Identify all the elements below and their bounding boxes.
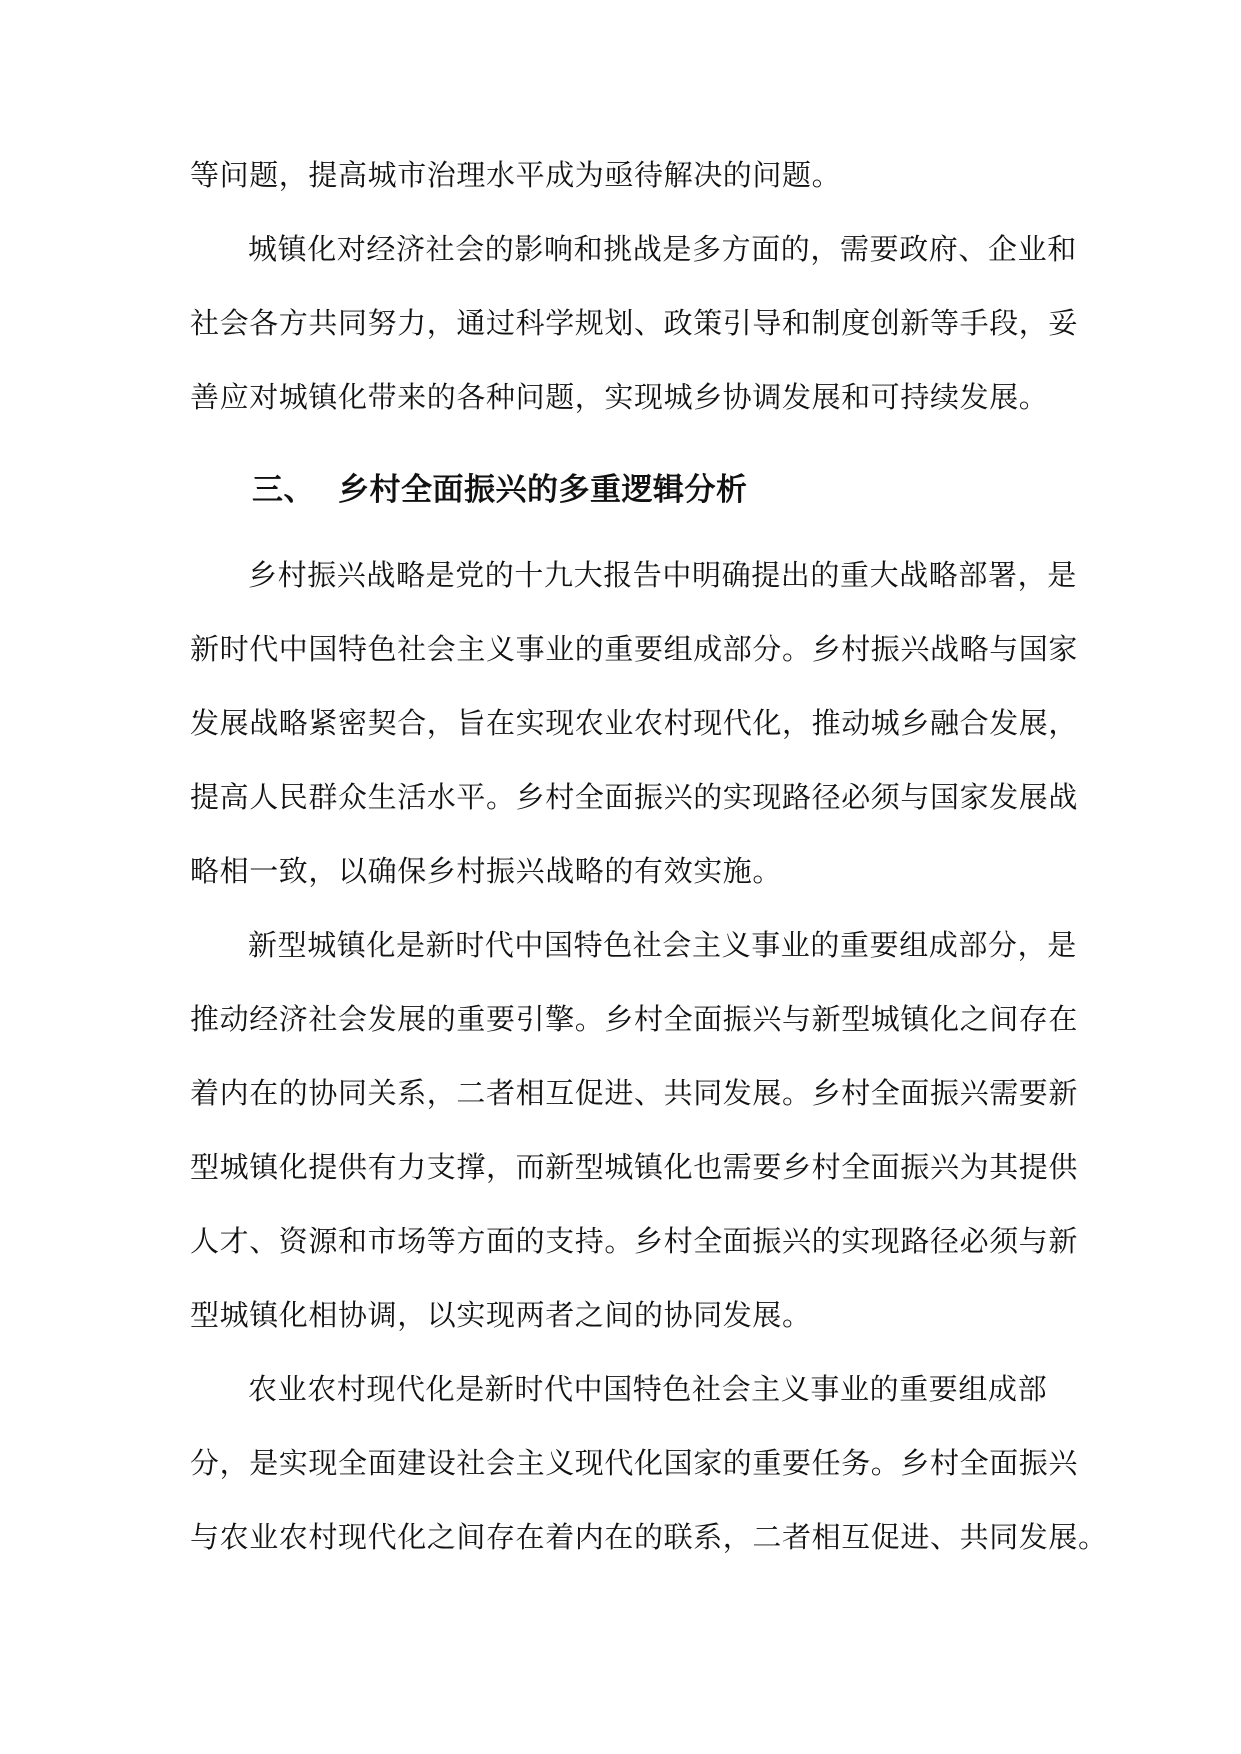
text-line: 乡村振兴战略是党的十九大报告中明确提出的重大战略部署，是 <box>248 558 1077 592</box>
text-line: 新型城镇化是新时代中国特色社会主义事业的重要组成部分，是 <box>248 928 1077 962</box>
text-line: 略相一致，以确保乡村振兴战略的有效实施。 <box>190 854 783 888</box>
text-line: 等问题，提高城市治理水平成为亟待解决的问题。 <box>190 158 842 192</box>
text-line: 推动经济社会发展的重要引擎。乡村全面振兴与新型城镇化之间存在 <box>190 1002 1079 1036</box>
text-line: 与农业农村现代化之间存在着内在的联系，二者相互促进、共同发展。 <box>190 1520 1108 1554</box>
text-line: 人才、资源和市场等方面的支持。乡村全面振兴的实现路径必须与新 <box>190 1224 1079 1258</box>
paragraph-new-urbanization <box>190 908 1079 1352</box>
text-line: 提高人民群众生活水平。乡村全面振兴的实现路径必须与国家发展战 <box>190 780 1079 814</box>
text-line: 型城镇化提供有力支撑，而新型城镇化也需要乡村全面振兴为其提供 <box>190 1150 1079 1184</box>
text-line: 型城镇化相协调，以实现两者之间的协同发展。 <box>190 1298 812 1332</box>
paragraph-continuation <box>190 138 1060 212</box>
paragraph-agricultural-modernization <box>190 1352 1108 1574</box>
paragraph-urbanization-challenges <box>190 212 1079 434</box>
text-line: 城镇化对经济社会的影响和挑战是多方面的，需要政府、企业和 <box>248 232 1077 266</box>
section-number: 三、 <box>252 472 315 508</box>
text-line: 社会各方共同努力，通过科学规划、政策引导和制度创新等手段，妥 <box>190 306 1079 340</box>
section-title: 乡村全面振兴的多重逻辑分析 <box>338 472 748 508</box>
text-line: 新时代中国特色社会主义事业的重要组成部分。乡村振兴战略与国家 <box>190 632 1079 666</box>
document-body <box>190 138 1108 1574</box>
paragraph-rural-revitalization-strategy <box>190 538 1079 908</box>
text-line: 分，是实现全面建设社会主义现代化国家的重要任务。乡村全面振兴 <box>190 1446 1079 1480</box>
section-heading <box>190 442 1060 538</box>
text-line: 发展战略紧密契合，旨在实现农业农村现代化，推动城乡融合发展， <box>190 706 1079 740</box>
text-line: 农业农村现代化是新时代中国特色社会主义事业的重要组成部 <box>248 1372 1048 1406</box>
text-line: 着内在的协同关系，二者相互促进、共同发展。乡村全面振兴需要新 <box>190 1076 1079 1110</box>
text-line: 善应对城镇化带来的各种问题，实现城乡协调发展和可持续发展。 <box>190 380 1049 414</box>
